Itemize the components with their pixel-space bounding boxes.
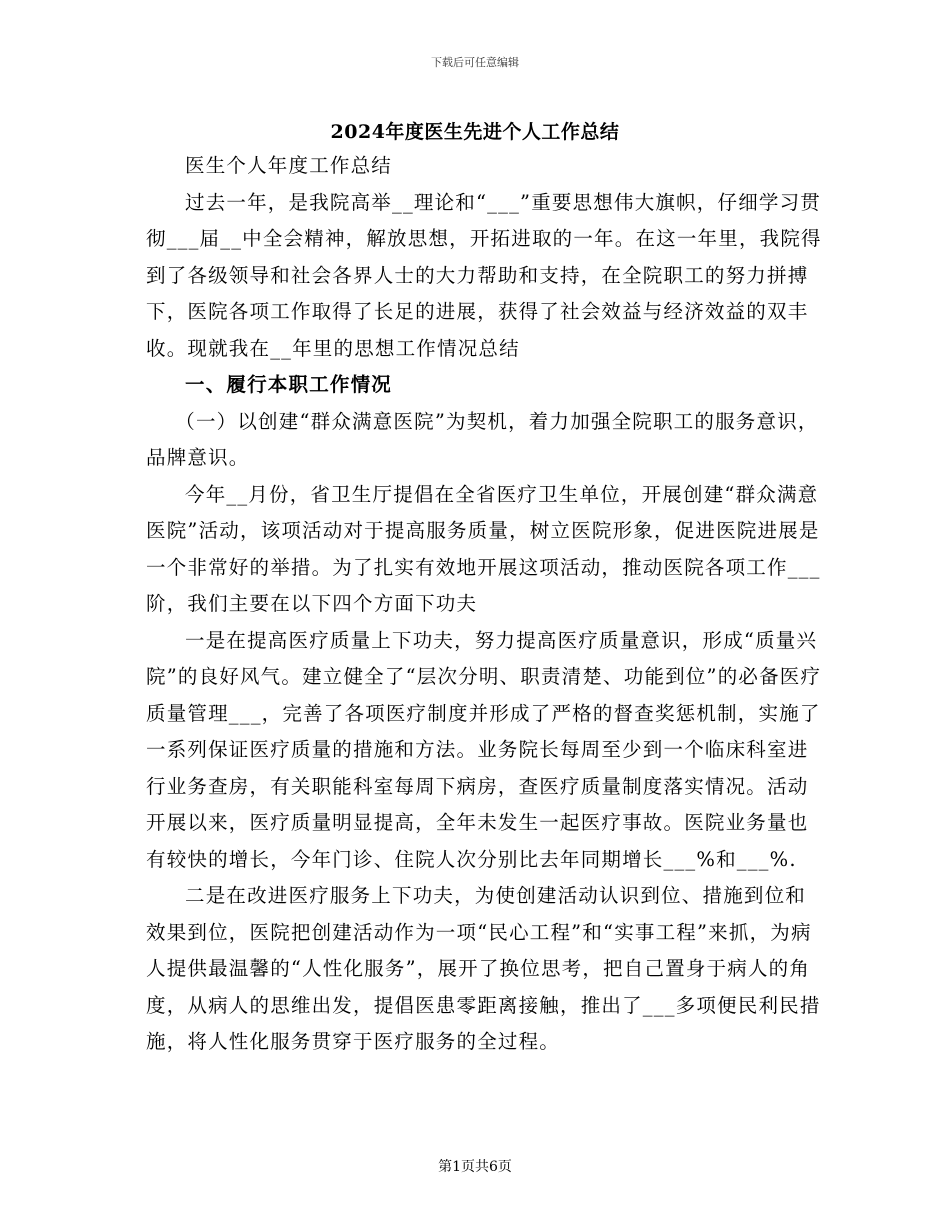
paragraph-service: 二是在改进医疗服务上下功夫，为使创建活动认识到位、措施到位和效果到位，医院把创建活动作为一项“民心工程”和“实事工程”来抓，为病人提供最温馨的“人性化服务”，展开了换位思考，把自己置身于病人的角度，从病人的思维出发，提倡医患零距离接触，推出了___多项便民利民措施，将人性化服务贯穿于医疗服务的全过程。 [146, 884, 821, 1053]
paragraph-intro: 过去一年，是我院高举__理论和“___”重要思想伟大旗帜，仔细学习贯彻___届__中全会精神，解放思想，开拓进取的一年。在这一年里，我院得到了各级领导和社会各界人士的大力帮助和支持，在全院职工的努力拼搏下，医院各项工作取得了长足的进展，获得了社会效益与经济效益的双丰收。现就我在__年里的思想工作情况总结 [146, 190, 822, 360]
subsection-heading: （一）以创建“群众满意医院”为契机，着力加强全院职工的服务意识，品牌意识。 [146, 409, 819, 469]
header-note: 下载后可任意编辑 [431, 56, 519, 69]
section-heading: 一、履行本职工作情况 [185, 373, 393, 396]
document-title: 2024年度医生先进个人工作总结 [330, 121, 620, 143]
subtitle: 医生个人年度工作总结 [185, 154, 393, 177]
paragraph-activity: 今年__月份，省卫生厅提倡在全省医疗卫生单位，开展创建“群众满意医院”活动，该项活动对于提高服务质量，树立医院形象，促进医院进展是一个非常好的举措。为了扎实有效地开展这项活动，推动医院各项工作___阶，我们主要在以下四个方面下功夫 [146, 482, 821, 615]
document-body [146, 148, 826, 1061]
paragraph-quality: 一是在提高医疗质量上下功夫，努力提高医疗质量意识，形成“质量兴院”的良好风气。建立健全了“层次分明、职责清楚、功能到位”的必备医疗质量管理___，完善了各项医疗制度并形成了严格的督查奖惩机制，实施了一系列保证医疗质量的措施和方法。业务院长每周至少到一个临床科室进行业务查房，有关职能科室每周下病房，查医疗质量制度落实情况。活动开展以来，医疗质量明显提高，全年未发生一起医疗事故。医院业务量也有较快的增长，今年门诊、住院人次分别比去年同期增长___%和___%. [146, 628, 822, 871]
page-footer: 第1页共6页 [438, 1159, 512, 1175]
